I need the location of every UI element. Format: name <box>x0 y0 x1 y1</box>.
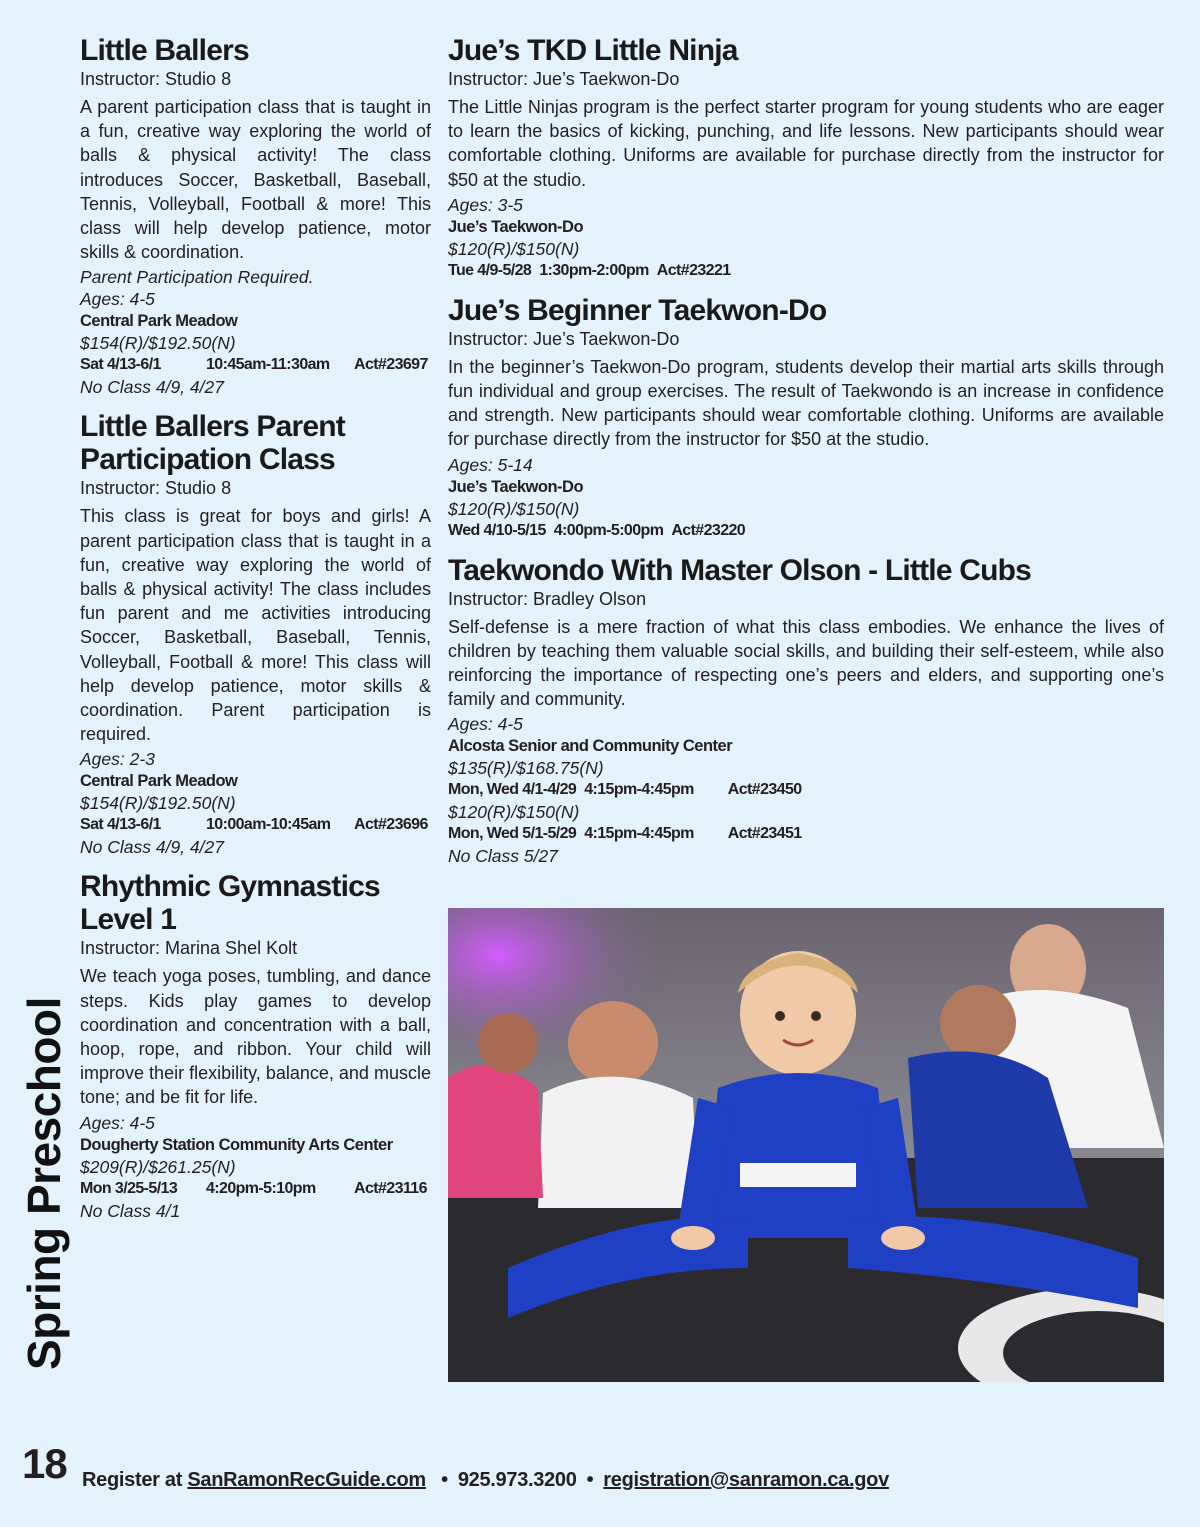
class-schedule <box>448 260 1164 282</box>
photo-illustration <box>448 908 1164 1382</box>
schedule-day: Tue 4/9-5/28 <box>448 261 532 279</box>
class-taekwondo-master-olson <box>448 554 1164 868</box>
class-schedule <box>448 823 1164 845</box>
page-number: 18 <box>22 1440 67 1487</box>
schedule-day: Mon 3/25-5/13 <box>80 1179 178 1197</box>
class-title: Jue’s Beginner Taekwon-Do <box>448 293 827 327</box>
phone-number: 925.973.3200 <box>457 1469 577 1491</box>
activity-number: Act#23450 <box>727 781 802 799</box>
class-schedule <box>448 779 1164 801</box>
class-schedule <box>448 520 1164 542</box>
schedule-time: 4:20pm-5:10pm <box>206 1179 316 1197</box>
activity-number: Act#23451 <box>727 825 802 843</box>
activity-number: Act#23116 <box>354 1179 427 1197</box>
class-ages: Ages: 4-5 <box>80 289 155 310</box>
email-link[interactable]: registration@sanramon.ca.gov <box>603 1469 889 1491</box>
class-title <box>80 870 431 936</box>
schedule-time: 10:45am-11:30am <box>206 356 330 374</box>
class-ages: Ages: 4-5 <box>448 714 523 735</box>
class-rhythmic-gymnastics <box>80 870 431 1221</box>
class-description: In the beginner’s Taekwon-Do program, students develop their martial arts skills through fun individual and group exercises. The result of Taekwondo is an increase in confidence and strength. New participants should wear comfortable clothing. Uniforms are available for purchase directly from the instructor for $50 at the studio. <box>448 356 1164 450</box>
register-text: Register at <box>82 1469 183 1491</box>
class-instructor: Instructor: Studio 8 <box>80 69 232 89</box>
class-description: The Little Ninjas program is the perfect starter program for young students who are eager to learn the basics of kicking, punching, and life lessons. New participants should wear comfortable clothing. Uniforms are available for purchase directly from the instructor for $50 at the studio. <box>448 97 1164 190</box>
class-price: $209(R)/$261.25(N) <box>80 1156 236 1177</box>
class-location: Dougherty Station Community Arts Center <box>80 1135 393 1154</box>
schedule-day: Sat 4/13-6/1 <box>80 816 161 834</box>
schedule-time: 4:15pm-4:45pm <box>584 825 694 843</box>
footer <box>82 1466 889 1494</box>
class-jues-beginner-taekwondo <box>448 294 1164 542</box>
taekwondo-kids-photo <box>448 908 1164 1382</box>
class-price: $154(R)/$192.50(N) <box>80 793 236 814</box>
class-schedule <box>80 354 431 376</box>
class-schedule <box>80 1178 431 1200</box>
schedule-time: 4:00pm-5:00pm <box>553 521 664 539</box>
class-location: Jue’s Taekwon-Do <box>448 217 584 236</box>
class-instructor: Instructor: Studio 8 <box>80 478 232 499</box>
class-description: Self-defense is a mere fraction of what this class embodies. We enhance the lives of children by teaching them valuable social skills, and building their self-esteem, while also reinforcing the importance of respecting one’s peers and elders, and supporting one’s family and community. <box>448 616 1164 710</box>
class-price: $120(R)/$150(N) <box>448 802 580 823</box>
class-price: $120(R)/$150(N) <box>448 498 580 519</box>
schedule-time: 4:15pm-4:45pm <box>584 781 694 799</box>
class-schedule <box>80 814 431 836</box>
schedule-time: 1:30pm-2:00pm <box>539 261 649 279</box>
schedule-day: Mon, Wed 5/1-5/29 <box>448 825 577 843</box>
class-title-line-2: Level 1 <box>80 903 177 937</box>
class-little-ballers-parent <box>80 410 431 858</box>
class-location: Central Park Meadow <box>80 312 238 331</box>
activity-number: Act#23221 <box>656 261 731 279</box>
separator: • <box>441 1469 448 1491</box>
separator: • <box>586 1469 594 1491</box>
class-location: Jue’s Taekwon-Do <box>448 477 584 496</box>
class-price: $135(R)/$168.75(N) <box>448 758 604 779</box>
activity-number: Act#23220 <box>671 521 746 539</box>
class-price: $120(R)/$150(N) <box>448 238 580 259</box>
class-no-class: No Class 5/27 <box>448 846 558 867</box>
class-instructor: Instructor: Jue’s Taekwon-Do <box>448 69 680 89</box>
class-title-line-1: Little Ballers Parent <box>80 410 345 444</box>
class-title: Taekwondo With Master Olson - Little Cubs <box>448 553 1032 587</box>
class-note: Parent Participation Required. <box>80 267 314 288</box>
class-no-class: No Class 4/9, 4/27 <box>80 837 224 858</box>
right-column <box>448 34 1164 879</box>
class-jues-little-ninja <box>448 34 1164 282</box>
class-description: A parent participation class that is taught in a fun, creative way exploring the world of balls & physical activity! The class introduces Soccer, Basketball, Baseball, Tennis, Volleyball, Football & more! This class will help develop patience, motor skills & coordination. <box>80 97 431 263</box>
class-price: $154(R)/$192.50(N) <box>80 333 236 354</box>
class-no-class: No Class 4/9, 4/27 <box>80 377 224 398</box>
class-ages: Ages: 4-5 <box>80 1112 155 1133</box>
class-title-line-2: Participation Class <box>80 443 335 477</box>
class-location: Alcosta Senior and Community Center <box>448 737 733 756</box>
left-column <box>80 34 431 1234</box>
class-instructor: Instructor: Jue’s Taekwon-Do <box>448 328 680 349</box>
website-link[interactable]: SanRamonRecGuide.com <box>187 1469 426 1491</box>
class-ages: Ages: 2-3 <box>80 749 155 770</box>
class-title-line-1: Rhythmic Gymnastics <box>80 870 380 904</box>
class-description: This class is great for boys and girls! A parent participation class that is taught in a fun, creative way exploring the world of balls & physical activity! The class includes fun parent and me activities introducing Soccer, Basketball, Baseball, Tennis, Volleyball, Football & more! This class will help develop patience, motor skills & coordination. Parent participation is required. <box>80 506 431 745</box>
schedule-day: Sat 4/13-6/1 <box>80 356 161 374</box>
class-ages: Ages: 3-5 <box>448 194 523 215</box>
schedule-day: Wed 4/10-5/15 <box>448 521 546 539</box>
class-title: Jue’s TKD Little Ninja <box>448 34 738 67</box>
class-instructor: Instructor: Marina Shel Kolt <box>80 938 298 959</box>
class-title: Little Ballers <box>80 34 249 67</box>
class-no-class: No Class 4/1 <box>80 1200 181 1221</box>
schedule-day: Mon, Wed 4/1-4/29 <box>448 781 577 799</box>
class-instructor: Instructor: Bradley Olson <box>448 588 647 609</box>
schedule-time: 10:00am-10:45am <box>206 816 331 834</box>
section-side-label: Spring Preschool <box>18 997 70 1370</box>
class-location: Central Park Meadow <box>80 772 238 791</box>
class-ages: Ages: 5-14 <box>448 454 533 475</box>
class-description: We teach yoga poses, tumbling, and dance steps. Kids play games to develop coordination and concentration with a ball, hoop, rope, and ribbon. Your child will improve their flexibility, balance, and muscle tone; and be fit for life. <box>80 966 431 1108</box>
class-title <box>80 410 431 476</box>
class-little-ballers <box>80 34 431 398</box>
activity-number: Act#23697 <box>354 356 428 374</box>
activity-number: Act#23696 <box>354 816 428 834</box>
